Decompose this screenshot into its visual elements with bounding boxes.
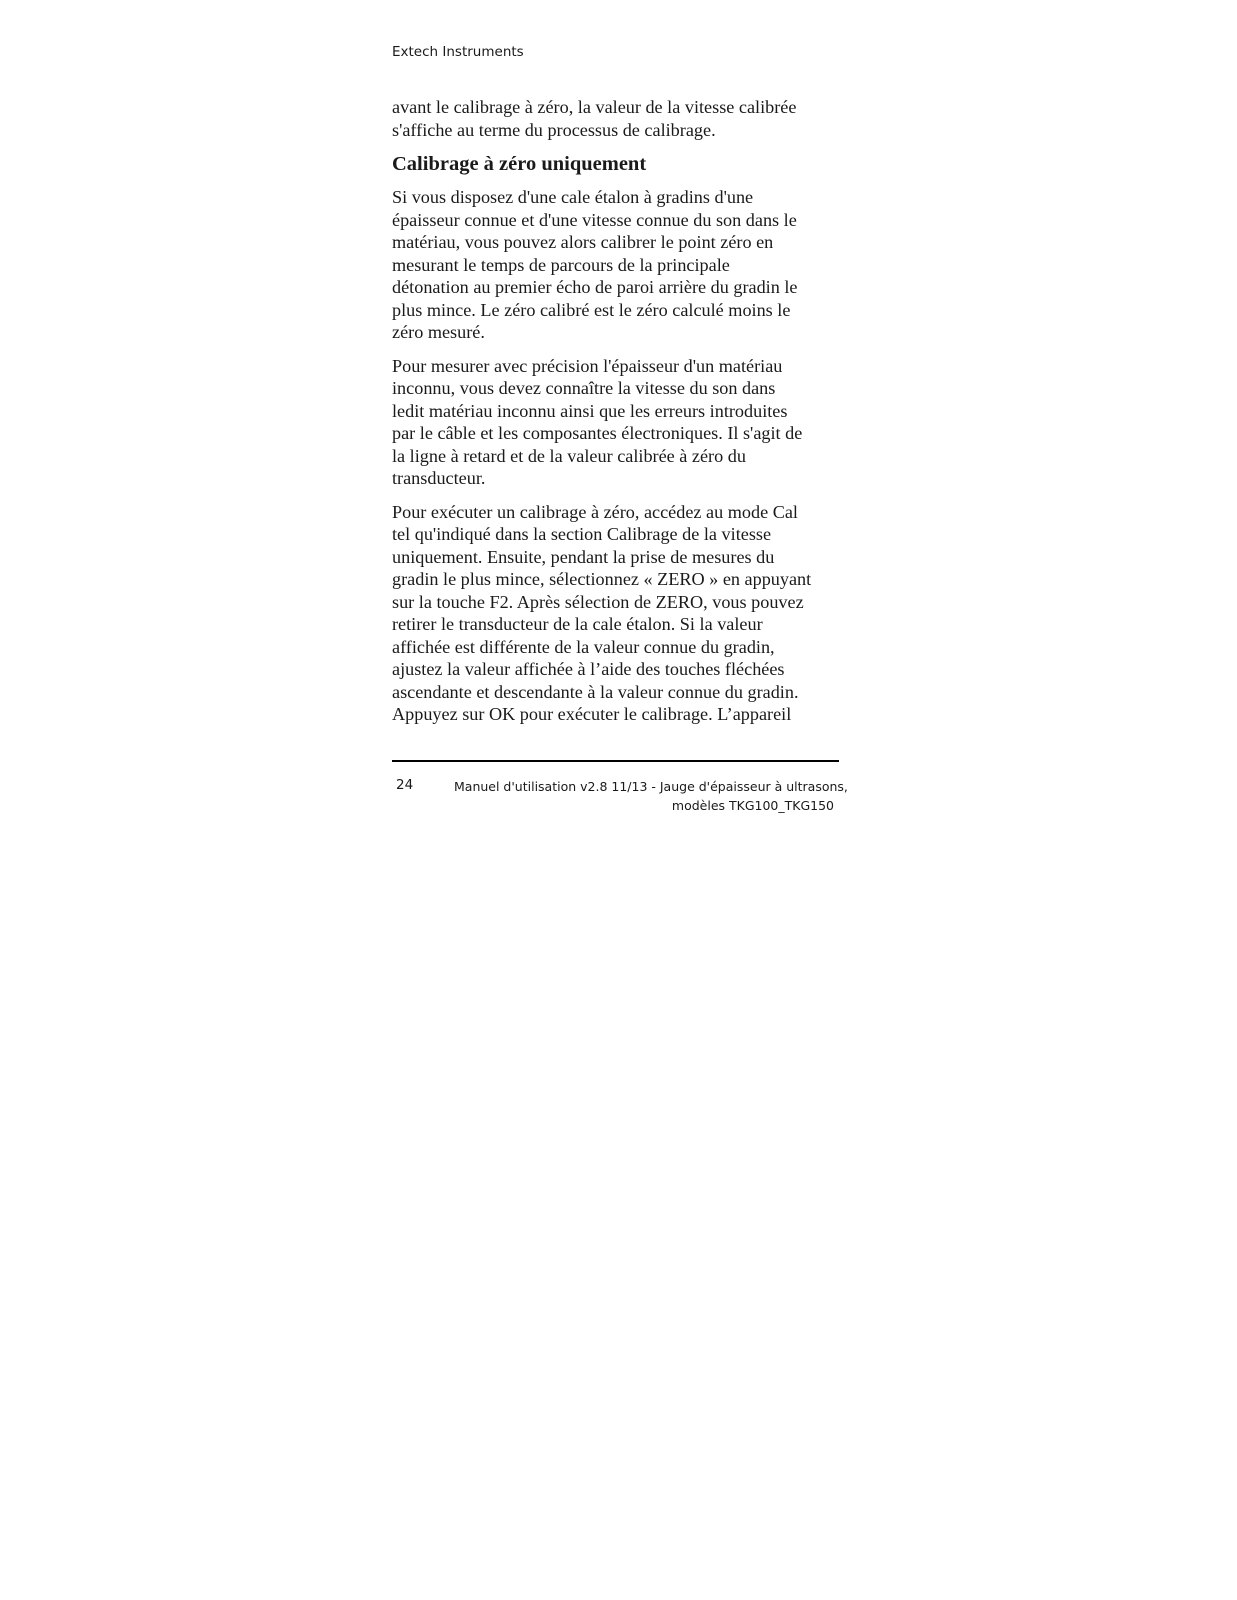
body-paragraph-2: [392, 355, 840, 490]
text-line: Appuyez sur OK pour exécuter le calibrage. L’appareil: [392, 704, 792, 724]
text-line: détonation au premier écho de paroi arrière du gradin le: [392, 277, 798, 297]
text-line: gradin le plus mince, sélectionnez « ZERO » en appuyant: [392, 569, 812, 589]
text-line: ledit matériau inconnu ainsi que les erreurs introduites: [392, 400, 788, 421]
text-line: transducteur.: [392, 468, 486, 488]
footer-title: [454, 777, 848, 815]
text-line: ajustez la valeur affichée à l’aide des touches fléchées: [392, 659, 785, 679]
text-line: la ligne à retard et de la valeur calibrée à zéro du: [392, 445, 746, 466]
footer-title-line-2: modèles TKG100_TKG150: [671, 798, 834, 813]
body-paragraph-1: [392, 186, 840, 344]
text-line: sur la touche F2. Après sélection de ZERO, vous pouvez: [392, 591, 804, 612]
page-content: [392, 96, 840, 737]
text-line: Pour mesurer avec précision l'épaisseur d'un matériau: [392, 355, 783, 376]
text-line: Pour exécuter un calibrage à zéro, accédez au mode Cal: [392, 501, 798, 522]
body-paragraph-3: [392, 501, 840, 726]
text-line: inconnu, vous devez connaître la vitesse du son dans: [392, 378, 776, 398]
section-heading: Calibrage à zéro uniquement: [392, 153, 647, 175]
text-line: s'affiche au terme du processus de calibrage.: [392, 119, 716, 140]
text-line: matériau, vous pouvez alors calibrer le point zéro en: [392, 232, 774, 252]
text-line: Si vous disposez d'une cale étalon à gradins d'une: [392, 187, 754, 207]
document-page: [392, 0, 848, 1600]
text-line: épaisseur connue et d'une vitesse connue du son dans le: [392, 209, 797, 230]
running-header: Extech Instruments: [392, 44, 524, 60]
text-line: par le câble et les composantes électroniques. Il s'agit de: [392, 423, 803, 443]
text-line: ascendante et descendante à la valeur connue du gradin.: [392, 681, 799, 702]
footer-title-line-1: Manuel d'utilisation v2.8 11/13 - Jauge d'épaisseur à ultrasons,: [454, 779, 848, 794]
text-line: avant le calibrage à zéro, la valeur de la vitesse calibrée: [392, 97, 797, 117]
text-line: mesurant le temps de parcours de la principale: [392, 254, 730, 275]
text-line: uniquement. Ensuite, pendant la prise de mesures du: [392, 546, 775, 567]
text-line: tel qu'indiqué dans la section Calibrage de la vitesse: [392, 524, 772, 544]
text-line: affichée est différente de la valeur connue du gradin,: [392, 636, 775, 657]
text-line: plus mince. Le zéro calibré est le zéro calculé moins le: [392, 299, 791, 320]
intro-paragraph: [392, 96, 840, 141]
footer-divider: [392, 760, 839, 762]
text-line: zéro mesuré.: [392, 322, 485, 342]
text-line: retirer le transducteur de la cale étalon. Si la valeur: [392, 614, 763, 634]
page-number: 24: [396, 777, 414, 793]
